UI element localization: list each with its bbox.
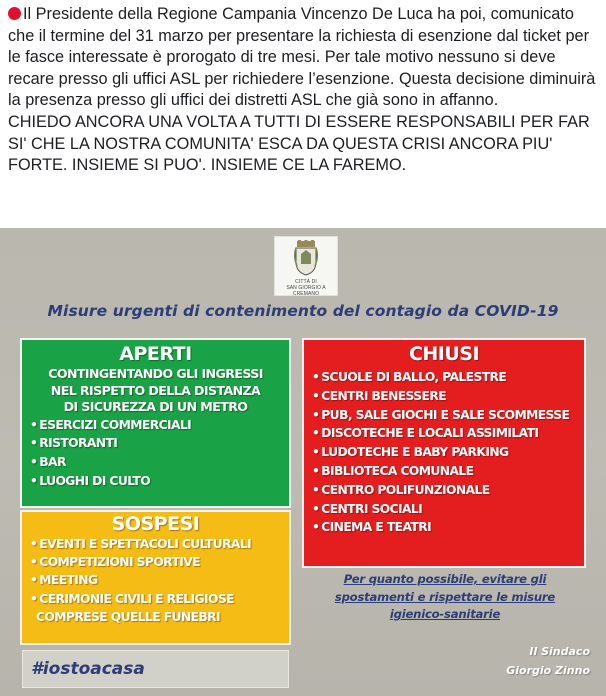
hashtag-box — [22, 650, 289, 688]
list-item: • CENTRO POLIFUNZIONALE — [312, 481, 584, 500]
advice-line-1: Per quanto possibile, evitare gli — [343, 572, 547, 586]
list-item: • LUOGHI DI CULTO — [30, 472, 289, 491]
advice-line-2: spostamenti e rispettare le misure — [334, 589, 556, 604]
aperti-subhead — [22, 366, 289, 416]
crest-caption-line-1: CITTÀ DI — [295, 279, 317, 285]
list-item: • BIBLIOTECA COMUNALE — [312, 462, 584, 481]
crest-caption-line-2: SAN GIORGIO A CREMANO — [286, 285, 326, 297]
sospesi-box — [20, 510, 291, 645]
list-item: • LUDOTECHE E BABY PARKING — [312, 443, 584, 462]
hashtag: #iostoacasa — [31, 659, 145, 679]
chiusi-list — [304, 368, 584, 537]
signature-title: Il Sindaco — [529, 645, 590, 658]
list-item: • ESERCIZI COMMERCIALI — [30, 416, 289, 435]
list-item: • SCUOLE DI BALLO, PALESTRE — [312, 368, 584, 387]
list-item: • EVENTI E SPETTACOLI CULTURALI — [30, 535, 289, 553]
city-crest — [274, 236, 338, 296]
post-paragraph-1 — [8, 4, 600, 112]
list-item: • CENTRI SOCIALI — [312, 500, 584, 519]
list-item: • BAR — [30, 453, 289, 472]
list-item: • PUB, SALE GIOCHI E SALE SCOMMESSE — [312, 406, 584, 425]
list-item: • COMPETIZIONI SPORTIVE — [30, 553, 289, 571]
mayor-signature — [440, 642, 590, 680]
city-coat-of-arms-icon — [293, 240, 319, 276]
list-item: • CINEMA E TEATRI — [312, 518, 584, 537]
list-item: • RISTORANTI — [30, 434, 289, 453]
list-item: • DISCOTECHE E LOCALI ASSIMILATI — [312, 424, 584, 443]
aperti-subhead-line-1: CONTINGENTANDO GLI INGRESSI — [48, 366, 263, 381]
chiusi-box — [302, 338, 586, 568]
post-paragraph-1-text: Il Presidente della Regione Campania Vincenzo De Luca ha poi, comunicato che il termine del 31 marzo per presentare la richiesta di esenzione dal ticket per le fasce interessate è prorogato di tre mesi. Per tale motivo nessuno si deve recare presso gli uffici ASL per richiedere l’esenzione. Questa decisione diminuirà la presenza presso gli uffici dei distretti ASL che già sono in affanno. — [8, 5, 596, 110]
aperti-subhead-line-2: NEL RISPETTO DELLA DISTANZA — [50, 382, 261, 398]
aperti-box — [20, 338, 291, 508]
covid-measures-poster[interactable] — [0, 228, 606, 696]
red-circle-icon — [8, 7, 21, 20]
sospesi-title: SOSPESI — [111, 513, 200, 535]
list-item: • CENTRI BENESSERE — [312, 387, 584, 406]
aperti-title: APERTI — [119, 343, 192, 365]
list-item: • MEETING — [30, 571, 289, 589]
sospesi-continuation: COMPRESE QUELLE FUNEBRI — [36, 609, 221, 624]
advice-line-3: igienico-sanitarie — [389, 607, 501, 621]
poster-headline: Misure urgenti di contenimento del contagio da COVID-19 — [47, 302, 559, 320]
aperti-subhead-line-3: DI SICUREZZA DI UN METRO — [63, 399, 248, 414]
aperti-list — [22, 416, 289, 491]
signature-name: Giorgio Zinno — [506, 664, 590, 677]
post-paragraph-2: CHIEDO ANCORA UNA VOLTA A TUTTI DI ESSERE RESPONSABILI PER FAR SI' CHE LA NOSTRA COMUNITA' ESCA DA QUESTA CRISI ANCORA PIU' FORTE. INSIEME SI PUO'. INSIEME CE LA FAREMO. — [8, 112, 590, 175]
list-item: • CERIMONIE CIVILI E RELIGIOSE — [30, 590, 289, 608]
crest-caption — [275, 279, 337, 297]
post-text — [8, 4, 600, 177]
advice-text — [310, 571, 580, 624]
sospesi-list — [22, 535, 289, 608]
chiusi-title: CHIUSI — [408, 343, 480, 365]
